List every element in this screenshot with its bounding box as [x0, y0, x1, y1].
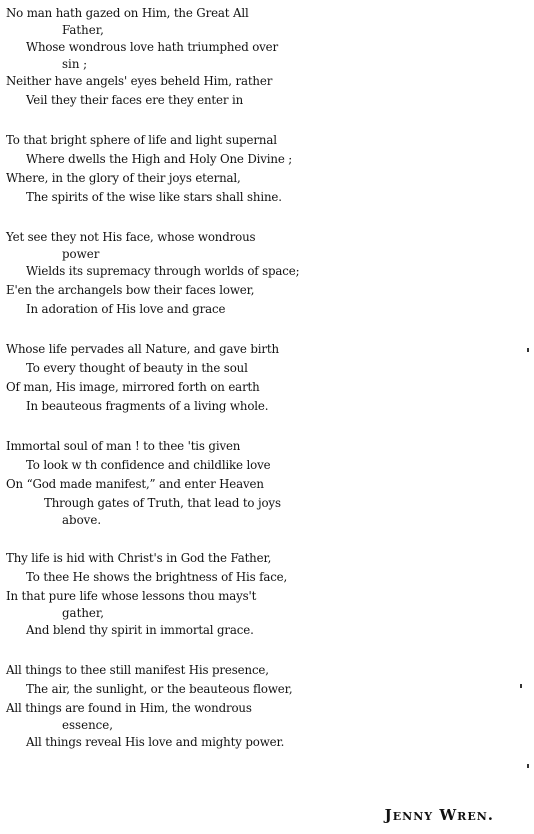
print-speck — [520, 684, 522, 688]
poem-line-continuation: power — [62, 247, 100, 261]
stanza — [6, 4, 528, 110]
poem-line-continuation: gather, — [62, 606, 104, 620]
poem-line: In adoration of His love and grace — [26, 302, 226, 316]
stanza — [6, 549, 528, 640]
poem-line: All things are found in Him, the wondrous — [6, 701, 252, 715]
poem — [6, 4, 528, 773]
poem-line: Veil they their faces ere they enter in — [26, 93, 244, 107]
poem-line: To thee He shows the brightness of His face, — [26, 570, 288, 584]
poem-line: To that bright sphere of life and light supernal — [6, 133, 277, 147]
poem-line: Neither have angels' eyes beheld Him, rather — [6, 74, 273, 88]
poem-line-continuation: Father, — [62, 23, 104, 37]
poem-line: Immortal soul of man ! to thee 'tis given — [6, 439, 241, 453]
stanza — [6, 340, 528, 416]
poem-line: Where, in the glory of their joys eternal, — [6, 171, 241, 185]
poem-line: To look w th confidence and childlike love — [26, 458, 271, 472]
poem-line: Yet see they not His face, whose wondrous — [6, 230, 256, 244]
stanza — [6, 661, 528, 752]
poem-line-continuation: sin ; — [62, 57, 88, 71]
poem-line: Where dwells the High and Holy One Divine ; — [26, 152, 293, 166]
poem-line: And blend thy spirit in immortal grace. — [26, 623, 254, 637]
poem-line: All things to thee still manifest His presence, — [6, 663, 269, 677]
poem-line: Of man, His image, mirrored forth on earth — [6, 380, 260, 394]
poem-line: E'en the archangels bow their faces lower, — [6, 283, 255, 297]
poem-line: On “God made manifest,” and enter Heaven — [6, 477, 264, 491]
poem-line: No man hath gazed on Him, the Great All — [6, 6, 249, 20]
poem-line: Wields its supremacy through worlds of space; — [26, 264, 300, 278]
poem-line: In beauteous fragments of a living whole. — [26, 399, 269, 413]
poem-line: The spirits of the wise like stars shall shine. — [26, 190, 282, 204]
poem-line: To every thought of beauty in the soul — [26, 361, 248, 375]
stanza — [6, 437, 528, 528]
print-speck — [527, 764, 529, 768]
author-signature: Jenny Wren. — [384, 806, 494, 824]
stanza — [6, 131, 528, 207]
poem-line: All things reveal His love and mighty power. — [26, 735, 285, 749]
poem-line: The air, the sunlight, or the beauteous flower, — [26, 682, 293, 696]
print-speck — [527, 348, 529, 352]
stanza — [6, 228, 528, 319]
poem-line: Whose wondrous love hath triumphed over — [26, 40, 278, 54]
poem-line: Whose life pervades all Nature, and gave birth — [6, 342, 279, 356]
poem-line: Thy life is hid with Christ's in God the Father, — [6, 551, 272, 565]
poem-line-continuation: essence, — [62, 718, 114, 732]
poem-line: Through gates of Truth, that lead to joys — [44, 496, 281, 510]
poem-line: In that pure life whose lessons thou mays't — [6, 589, 257, 603]
poem-line-continuation: above. — [62, 513, 102, 527]
